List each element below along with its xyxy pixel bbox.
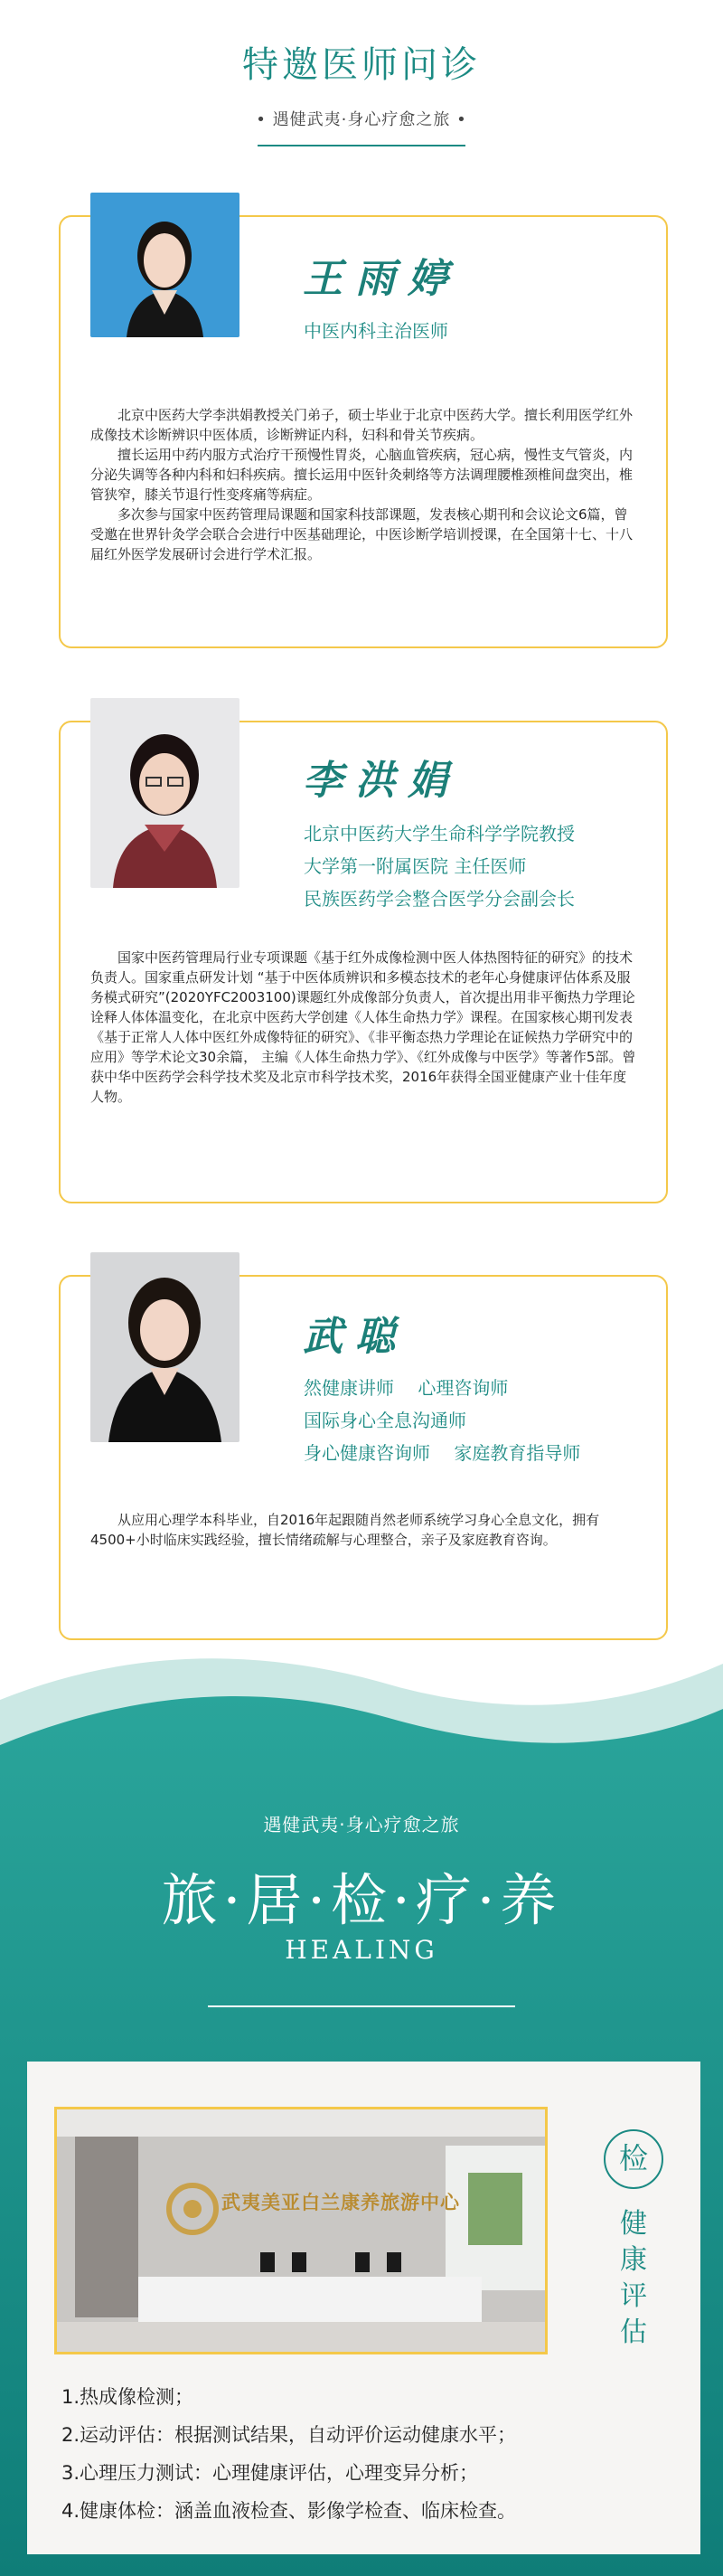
list-item: 1.热成像检测； (61, 2386, 194, 2408)
assessment-list (61, 2378, 694, 2530)
doctor-titles-2 (304, 817, 575, 915)
healing-english: HEALING (285, 1935, 438, 1965)
healing-subtitle: 遇健武夷·身心疗愈之旅 (263, 1814, 460, 1835)
doctor-bio-3 (90, 1510, 637, 1550)
doctor-photo-1 (90, 193, 239, 337)
bio-paragraph: 国家中医药管理局行业专项课题《基于红外成像检测中医人体热图特征的研究》的技术负责人。国家重点研发计划 “基于中医体质辨识和多模态技术的老年心身健康评估体系及服务模式研究”(2020YFC2003100)课题红外成像部分负责人，首次提出用非平衡热力学理论诠释人体体温变化，在北京中医药大学创建《人体生命热力学》课程。在国家核心期刊发表《基于正常人人体中医红外成像特征的研究》、《非平衡态热力学理论在证候热力学研究中的应用》等学术论文30余篇， 主编《人体生命热力学》、《红外成像与中医学》等著作5部。曾获中华中医药学会科学技术奖及北京市科学技术奖，2016年获得全国亚健康产业十佳年度人物。 (90, 949, 636, 1105)
healing-title: 旅·居·检·疗·养 (161, 1867, 562, 1933)
healing-divider (208, 2005, 515, 2007)
page-title: 特邀医师问诊 (242, 44, 481, 86)
doctor-title-line: 中医内科主治医师 (304, 320, 448, 342)
list-item: 4.健康体检：涵盖血液检查、影像学检查、临床检查。 (61, 2500, 517, 2522)
facility-sign: 武夷美亚白兰康养旅游中心 (221, 2192, 460, 2213)
doctor-photo-2 (90, 698, 239, 888)
check-stamp: 检 (604, 2129, 663, 2189)
doctor-titles-1 (304, 315, 448, 347)
header-divider (258, 145, 465, 146)
bio-paragraph: 从应用心理学本科毕业，自2016年起跟随肖然老师系统学习身心全息文化，拥有4500+小时临床实践经验，擅长情绪疏解与心理整合，亲子及家庭教育咨询。 (90, 1512, 600, 1548)
doctor-title-line: 国际身心全息沟通师 (304, 1410, 466, 1431)
doctor-title-line: 民族医药学会整合医学分会副会长 (304, 888, 575, 910)
bio-paragraph: 北京中医药大学李洪娟教授关门弟子，硕士毕业于北京中医药大学。擅长利用医学红外成像技术诊断辨识中医体质，诊断辨证内科，妇科和骨关节疾病。 (90, 407, 634, 443)
doctor-name-3: 武聪 (303, 1314, 408, 1360)
list-item: 2.运动评估：根据测试结果，自动评价运动健康水平； (61, 2424, 517, 2446)
doctor-title-line: 大学第一附属医院 主任医师 (304, 855, 527, 877)
bio-paragraph: 擅长运用中药内服方式治疗干预慢性胃炎，心脑血管疾病，冠心病，慢性支气管炎，内分泌失调等各种内科和妇科疾病。擅长运用中医针灸刺络等方法调理腰椎颈椎间盘突出，椎管狭窄，膝关节退行性变疼痛等病症。 (90, 447, 634, 503)
doctor-title-line: 身心健康咨询师 家庭教育指导师 (304, 1442, 581, 1464)
doctor-titles-3 (304, 1372, 580, 1469)
list-item: 3.心理压力测试：心理健康评估，心理变异分析； (61, 2462, 479, 2484)
doctor-name-2: 李洪娟 (303, 758, 460, 804)
health-assessment-label: 健康评估 (620, 2208, 647, 2348)
page-subtitle: • 遇健武夷·身心疗愈之旅 • (256, 110, 467, 129)
doctor-photo-3 (90, 1252, 239, 1442)
doctor-bio-1 (90, 405, 637, 564)
doctor-title-line: 然健康讲师 心理咨询师 (304, 1377, 509, 1399)
doctor-name-1: 王雨婷 (303, 256, 460, 302)
facility-photo (54, 2107, 548, 2354)
doctor-title-line: 北京中医药大学生命科学学院教授 (304, 823, 575, 845)
bio-paragraph: 多次参与国家中医药管理局课题和国家科技部课题，发表核心期刊和会议论文6篇，曾受邀在世界针灸学会联合会进行中医基础理论，中医诊断学培训授课，在全国第十七、十八届红外医学发展研讨会进行学术汇报。 (90, 506, 634, 562)
doctor-bio-2 (90, 948, 637, 1107)
